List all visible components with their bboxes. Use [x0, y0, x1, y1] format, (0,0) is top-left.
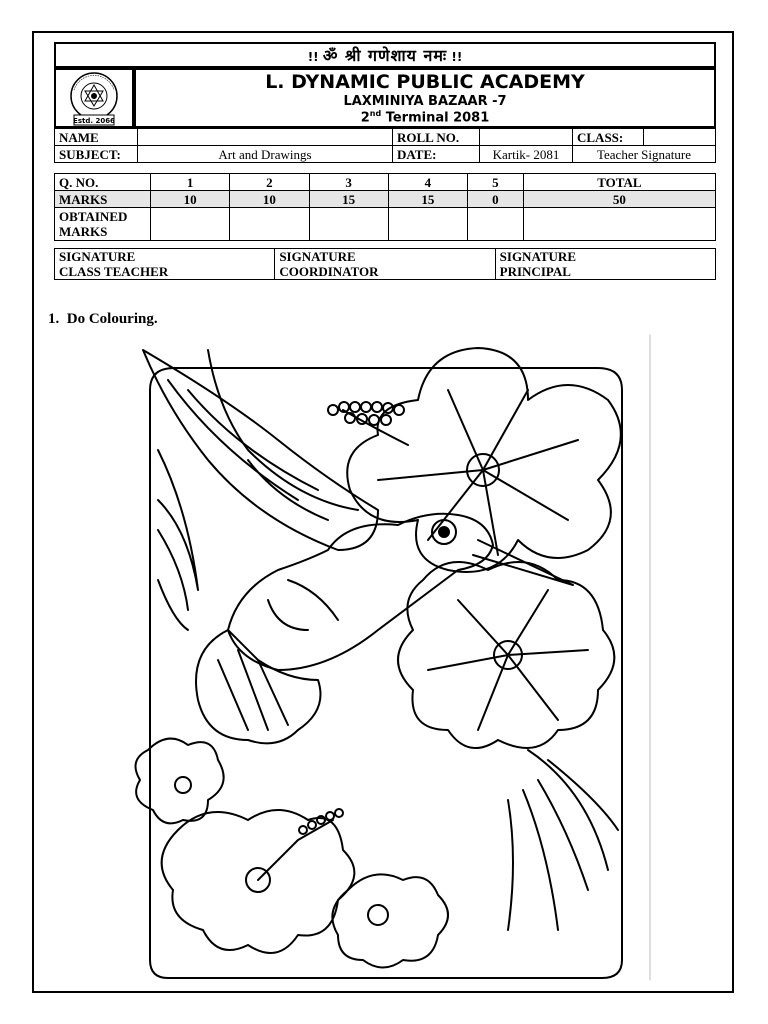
school-logo-cell	[54, 68, 134, 128]
motto-banner: !! ॐ श्री गणेशाय नमः !!	[54, 42, 716, 68]
hibiscus-flower-small	[136, 739, 224, 824]
name-field[interactable]	[138, 129, 393, 146]
question-number: 1.	[48, 311, 60, 327]
marks-label: MARKS	[55, 191, 151, 208]
roll-label: ROLL NO.	[393, 129, 480, 146]
title-cell	[134, 68, 716, 128]
marks-cell: 15	[309, 191, 388, 208]
marks-cell: 15	[388, 191, 467, 208]
signature-role: CLASS TEACHER	[59, 264, 169, 279]
qno-cell: 4	[388, 174, 467, 191]
obtained-label: OBTAINED MARKS	[55, 208, 151, 241]
qno-cell: 3	[309, 174, 388, 191]
hibiscus-flower-corner	[332, 874, 448, 967]
palm-leaf-left	[158, 450, 198, 630]
logo-estd: Estd. 2066	[73, 117, 115, 125]
marks-cell: 10	[151, 191, 230, 208]
hibiscus-flower-bottom	[162, 810, 355, 953]
marks-cell: 10	[230, 191, 309, 208]
teacher-signature-label: Teacher Signature	[573, 146, 716, 163]
total-marks: 50	[523, 191, 715, 208]
stamen-beads-top	[328, 402, 404, 425]
hibiscus-flower-top	[343, 348, 621, 572]
qno-label: Q. NO.	[55, 174, 151, 191]
school-logo	[56, 70, 132, 126]
signature-class-teacher[interactable]	[55, 249, 275, 280]
school-address: LAXMINIYA BAZAAR -7	[343, 94, 507, 109]
signature-role: PRINCIPAL	[499, 264, 571, 279]
class-field[interactable]	[644, 129, 716, 146]
signature-coordinator[interactable]	[275, 249, 495, 280]
roll-field[interactable]	[480, 129, 573, 146]
school-name: L. DYNAMIC PUBLIC ACADEMY	[265, 71, 585, 93]
hummingbird-wing	[143, 350, 378, 550]
stamen-beads-bottom	[299, 809, 343, 834]
question-text: Do Colouring.	[66, 311, 158, 327]
obtained-cell[interactable]	[309, 208, 388, 241]
question-heading	[48, 311, 158, 328]
marks-table	[54, 173, 716, 241]
motto-text: ॐ श्री गणेशाय नमः	[322, 46, 448, 65]
name-label: NAME	[55, 129, 138, 146]
date-label: DATE:	[393, 146, 480, 163]
signature-principal[interactable]	[495, 249, 715, 280]
signature-label: SIGNATURE	[59, 249, 136, 264]
qno-cell: 5	[468, 174, 524, 191]
obtained-cell[interactable]	[468, 208, 524, 241]
exam-rest: Terminal 2081	[381, 110, 490, 126]
date-value: Kartik- 2081	[480, 146, 573, 163]
obtained-cell[interactable]	[388, 208, 467, 241]
class-label: CLASS:	[573, 129, 644, 146]
qno-cell: 2	[230, 174, 309, 191]
student-info-table	[54, 128, 716, 163]
exam-ordinal: 2	[360, 110, 370, 126]
signature-role: COORDINATOR	[279, 264, 379, 279]
palm-leaf-right	[508, 750, 618, 930]
signature-label: SIGNATURE	[279, 249, 356, 264]
total-label: TOTAL	[523, 174, 715, 191]
obtained-total-cell[interactable]	[523, 208, 715, 241]
hummingbird-tail	[196, 630, 321, 743]
signature-label: SIGNATURE	[499, 249, 576, 264]
obtained-cell[interactable]	[151, 208, 230, 241]
marks-cell: 0	[468, 191, 524, 208]
exam-suffix: nd	[369, 109, 382, 118]
obtained-cell[interactable]	[230, 208, 309, 241]
subject-label: SUBJECT:	[55, 146, 138, 163]
subject-value: Art and Drawings	[138, 146, 393, 163]
exam-name	[136, 109, 714, 125]
signature-table	[54, 248, 716, 280]
colouring-artwork	[128, 330, 654, 984]
qno-cell: 1	[151, 174, 230, 191]
